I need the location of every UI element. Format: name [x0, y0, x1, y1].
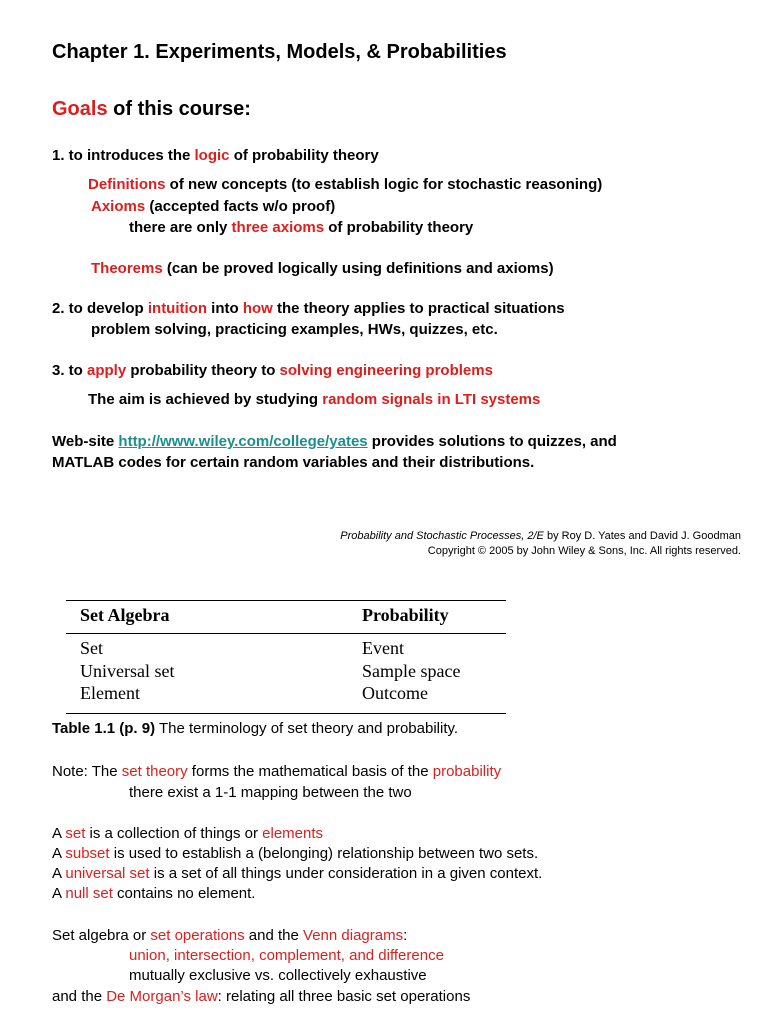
axioms-tail: (accepted facts w/o proof) [145, 198, 336, 215]
goal-2-sub: problem solving, practicing examples, HWs, quizzes, etc. [91, 321, 498, 338]
theorems-tail: (can be proved logically using definitions and axioms) [162, 260, 554, 277]
def-set-a: A [52, 825, 66, 842]
goal-1-line [52, 146, 379, 166]
de-morgan-term: De Morgan’s law [106, 988, 218, 1005]
goal-3-lead: 3. to [52, 362, 88, 379]
def-elements-term: elements [262, 825, 324, 842]
table-header-rule [66, 633, 506, 634]
note-line-2: there exist a 1-1 mapping between the two [129, 784, 412, 801]
table-caption-label: Table 1.1 (p. 9) [52, 720, 156, 737]
def-null-a: A [52, 885, 66, 902]
website-link[interactable]: http://www.wiley.com/college/yates [118, 433, 368, 450]
def-set [52, 824, 323, 844]
goal-3-apply: apply [87, 362, 127, 379]
table-caption [52, 719, 458, 739]
table-header-set-algebra: Set Algebra [80, 605, 170, 625]
aim-lead: The aim is achieved by studying [88, 391, 323, 408]
three-axioms-lead: there are only [129, 219, 232, 236]
page-title: Chapter 1. Experiments, Models, & Probabilities [52, 41, 507, 63]
set-algebra-lead: Set algebra or [52, 927, 151, 944]
axioms-line [91, 197, 335, 217]
note-line [52, 762, 501, 782]
set-algebra-mid: and the [244, 927, 304, 944]
theorems-line [91, 259, 554, 279]
goals-word: Goals [52, 98, 108, 120]
goal-3-line [52, 361, 493, 381]
website-line [52, 432, 617, 452]
axioms-term: Axioms [91, 198, 146, 215]
definitions-term: Definitions [88, 176, 166, 193]
def-subset-tail: is used to establish a (belonging) relationship between two sets. [109, 845, 539, 862]
def-null [52, 884, 255, 904]
table-cell: Universal set [80, 661, 175, 681]
table-cell: Outcome [362, 683, 428, 703]
book-authors: by Roy D. Yates and David J. Goodman [543, 530, 741, 542]
book-reference [340, 529, 741, 543]
def-universal [52, 864, 542, 884]
goals-heading [52, 97, 251, 121]
set-ops-list: union, intersection, complement, and difference [129, 947, 444, 964]
note-mid: forms the mathematical basis of the [187, 763, 433, 780]
def-universal-tail: is a set of all things under consideration in a given context. [149, 865, 543, 882]
table-cell: Element [80, 683, 140, 703]
set-operations-term: set operations [150, 927, 245, 944]
theorems-term: Theorems [91, 260, 163, 277]
table-header-probability: Probability [362, 605, 449, 625]
table-cell: Event [362, 638, 404, 658]
three-axioms-tail: of probability theory [324, 219, 474, 236]
aim-line [88, 390, 540, 410]
three-axioms-term: three axioms [231, 219, 325, 236]
website-line-2: MATLAB codes for certain random variables and their distributions. [52, 454, 535, 471]
def-universal-term: universal set [65, 865, 150, 882]
three-axioms-line [129, 218, 473, 238]
goals-rest: of this course: [107, 98, 251, 120]
def-null-term: null set [65, 885, 113, 902]
aim-red: random signals in LTI systems [322, 391, 541, 408]
de-morgan-line [52, 987, 470, 1007]
table-top-rule [66, 600, 506, 601]
goal-2-into: into [207, 300, 243, 317]
def-subset-term: subset [65, 845, 110, 862]
book-title: Probability and Stochastic Processes, 2/E [340, 530, 544, 542]
copyright-line: Copyright © 2005 by John Wiley & Sons, Inc. All rights reserved. [427, 545, 741, 557]
goal-1-tail: of probability theory [229, 147, 379, 164]
website-lead: Web-site [52, 433, 119, 450]
def-null-tail: contains no element. [112, 885, 256, 902]
goal-2-lead: 2. to develop [52, 300, 148, 317]
venn-diagrams-term: Venn diagrams [303, 927, 404, 944]
table-cell: Sample space [362, 661, 461, 681]
def-subset [52, 844, 538, 864]
goal-1-logic: logic [194, 147, 230, 164]
note-set-theory: set theory [121, 763, 188, 780]
mutual-exclusive-line: mutually exclusive vs. collectively exhaustive [129, 967, 427, 984]
table-bottom-rule [66, 713, 506, 714]
note-probability: probability [432, 763, 502, 780]
goal-2-how: how [242, 300, 273, 317]
website-tail: provides solutions to quizzes, and [367, 433, 617, 450]
set-algebra-line [52, 926, 407, 946]
def-set-term: set [65, 825, 86, 842]
set-algebra-colon: : [403, 927, 408, 944]
note-lead: Note: The [52, 763, 122, 780]
def-universal-a: A [52, 865, 66, 882]
def-set-mid: is a collection of things or [85, 825, 263, 842]
table-cell: Set [80, 638, 104, 658]
de-morgan-tail: : relating all three basic set operations [217, 988, 471, 1005]
goal-2-tail: the theory applies to practical situations [272, 300, 565, 317]
definitions-tail: of new concepts (to establish logic for stochastic reasoning) [165, 176, 603, 193]
goal-3-solving: solving engineering problems [279, 362, 493, 379]
definitions-line [88, 175, 602, 195]
table-caption-text: The terminology of set theory and probability. [155, 720, 459, 737]
def-subset-a: A [52, 845, 66, 862]
goal-1-lead: 1. to introduces the [52, 147, 195, 164]
goal-3-mid: probability theory to [126, 362, 280, 379]
de-morgan-lead: and the [52, 988, 107, 1005]
goal-2-intuition: intuition [147, 300, 208, 317]
goal-2-line [52, 299, 565, 319]
